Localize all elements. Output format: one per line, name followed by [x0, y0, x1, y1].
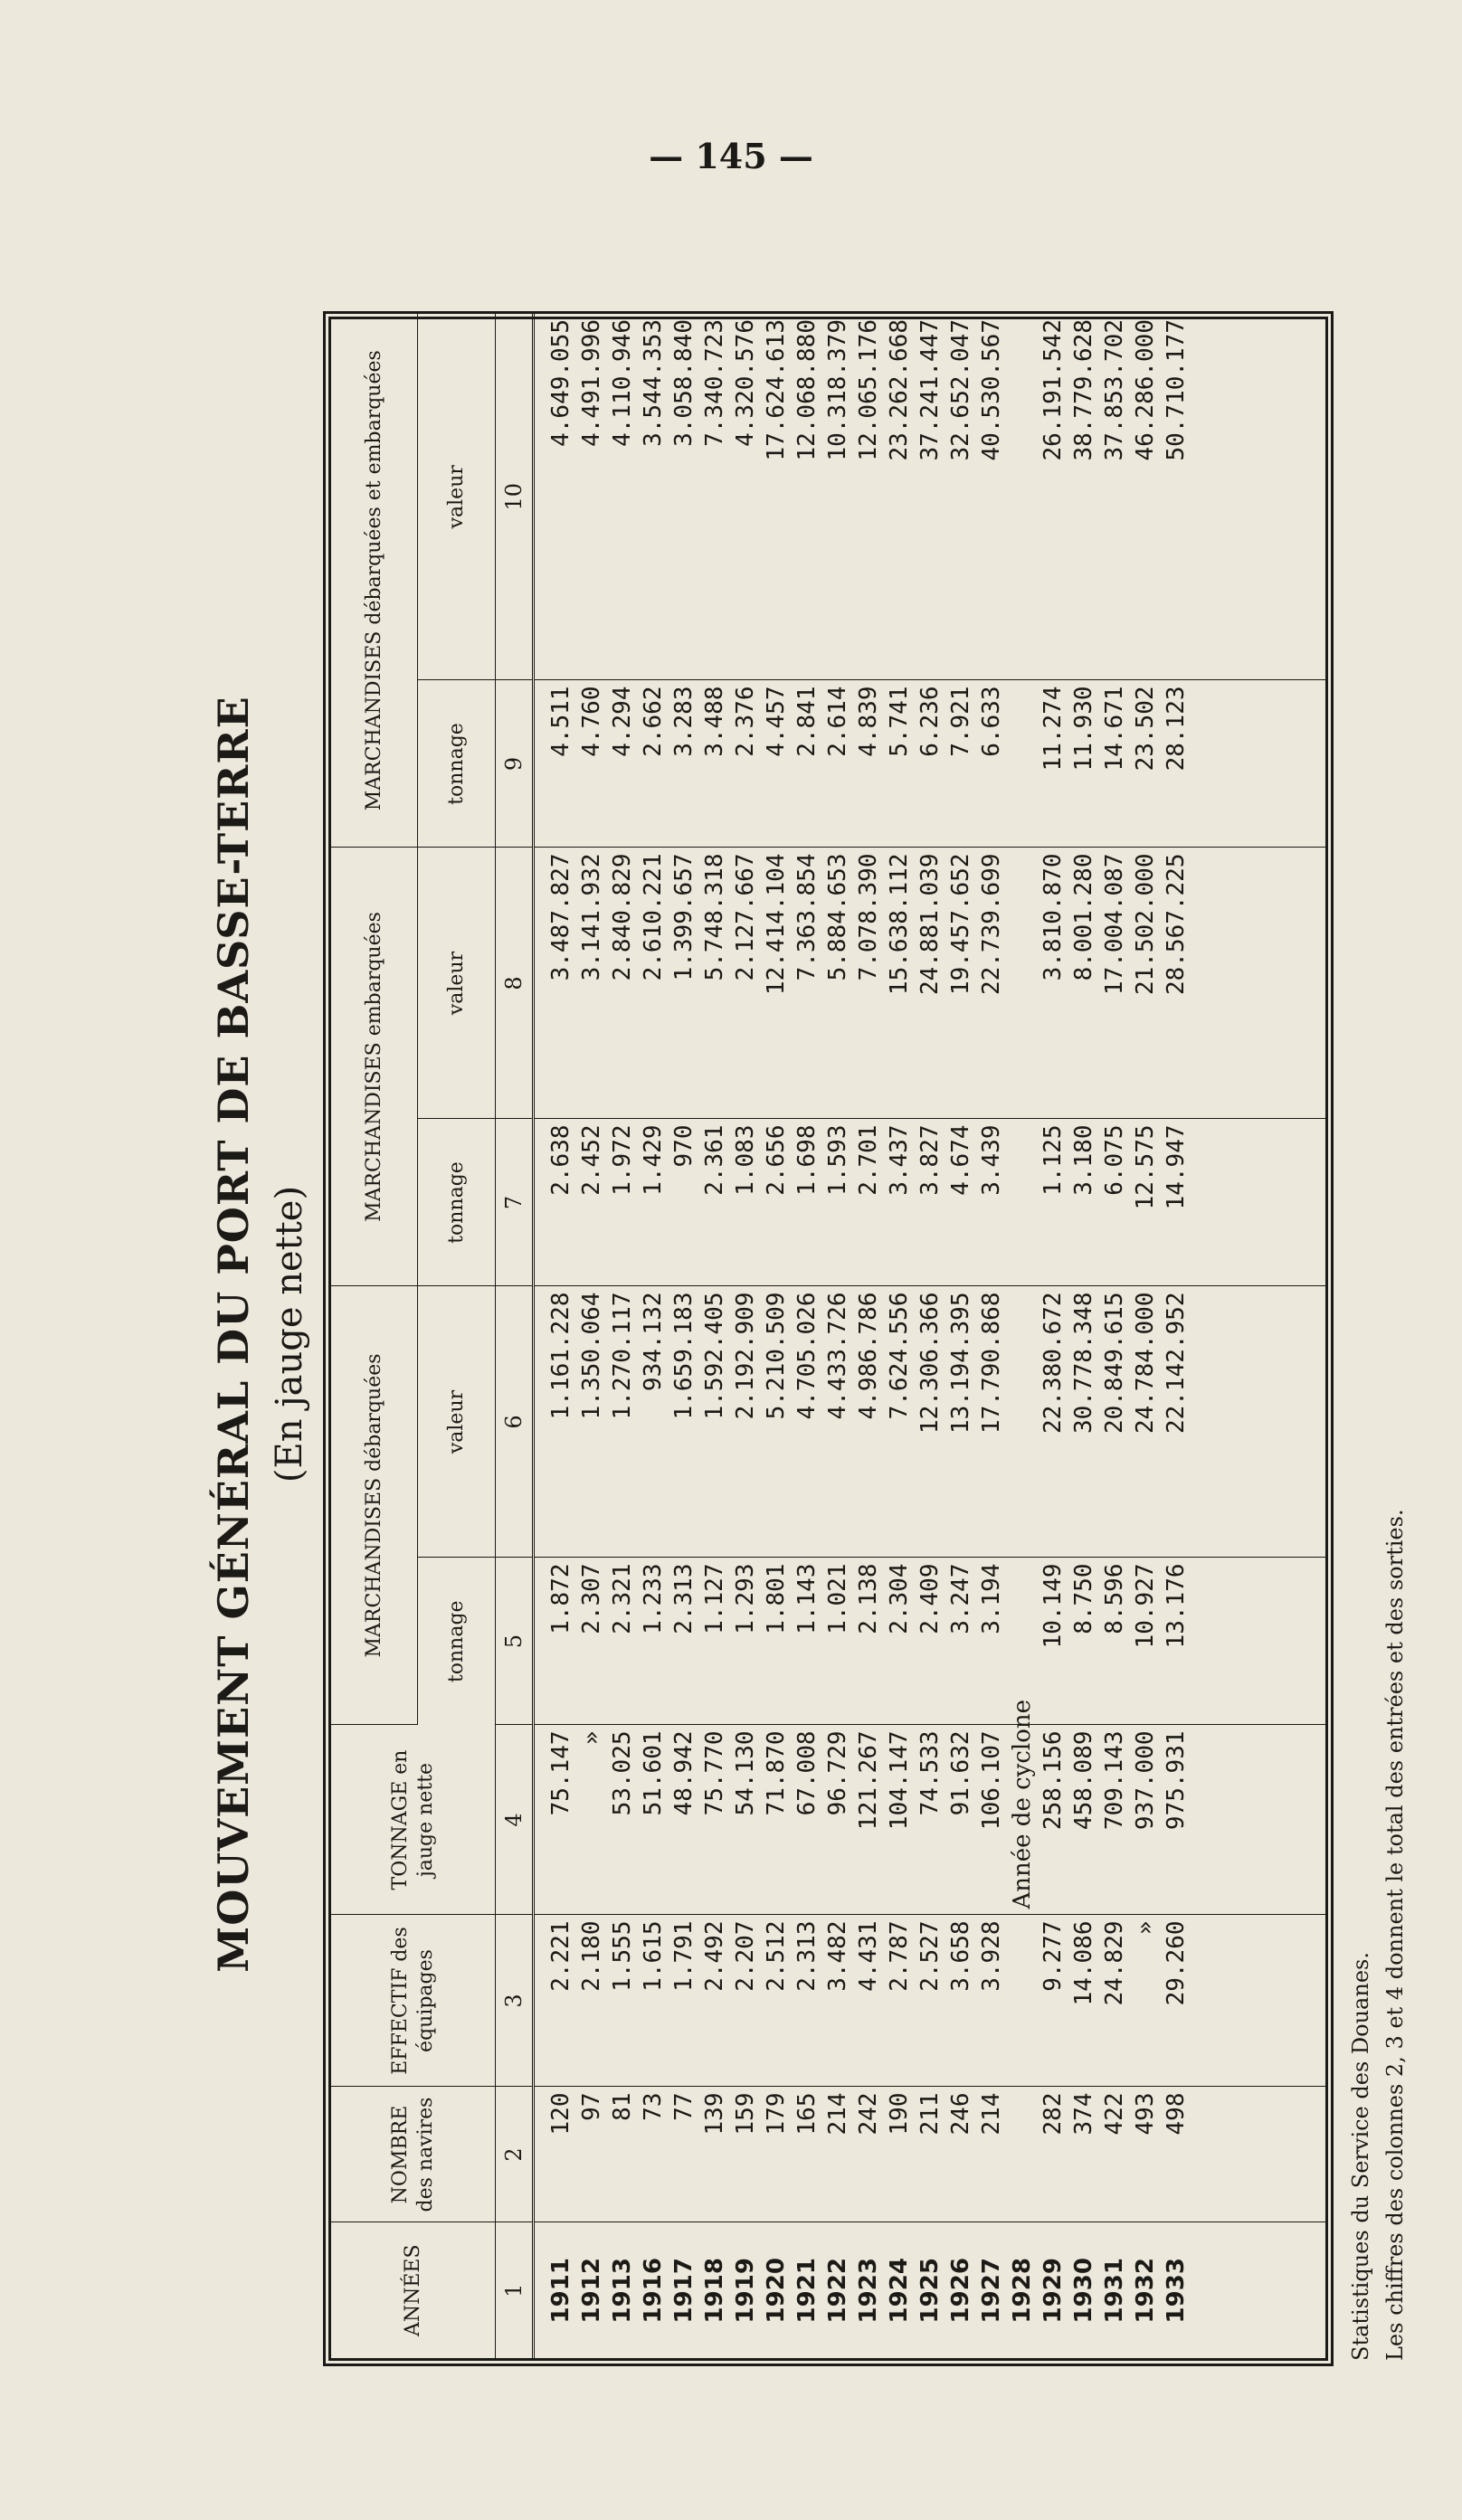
cell-de-valeur: 38.779.628	[1068, 314, 1099, 680]
cell-empty	[1007, 680, 1038, 848]
cyclone-note: Année de cyclone	[1007, 1725, 1038, 1915]
col-number: 3	[496, 1915, 534, 2087]
cell-emb-tonnage: 3.437	[884, 1119, 915, 1286]
header-debarquees: MARCHANDISES débarquées	[331, 1286, 418, 1725]
rotated-page	[206, 303, 1462, 2365]
cell-tonnage: 48.942	[669, 1725, 699, 1915]
cell-tonnage: »	[576, 1725, 607, 1915]
cell-nombre: 190	[884, 2087, 915, 2222]
cell-year: 1928	[1009, 2258, 1036, 2324]
cell-emb-tonnage: 14.947	[1161, 1119, 1191, 1286]
cell-deb-valeur: 17.790.868	[976, 1286, 1007, 1558]
cell-emb-valeur: 3.810.870	[1038, 848, 1068, 1119]
cell-de-valeur: 12.065.176	[853, 314, 884, 680]
cell-emb-valeur: 24.881.039	[915, 848, 945, 1119]
cell-emb-tonnage: 3.439	[976, 1119, 1007, 1286]
cell-emb-tonnage: 970	[669, 1119, 699, 1286]
cell-de-tonnage: 4.457	[761, 680, 792, 848]
cell-nombre: 77	[669, 2087, 699, 2222]
cell-emb-valeur: 7.363.854	[792, 848, 822, 1119]
col-number: 8	[496, 848, 534, 1119]
cell-tonnage: 54.130	[730, 1725, 761, 1915]
cell-deb-tonnage: 1.293	[730, 1558, 761, 1725]
cell-emb-valeur: 1.399.657	[669, 848, 699, 1119]
table-row	[730, 314, 761, 2358]
cell-empty	[1007, 1119, 1038, 1286]
cell-tonnage: 121.267	[853, 1725, 884, 1915]
cell-year: 1919	[732, 2258, 759, 2324]
cell-year: 1929	[1040, 2258, 1067, 2324]
cell-effectif: 2.512	[761, 1915, 792, 2087]
table-row	[1161, 314, 1191, 2358]
cell-emb-valeur: 28.567.225	[1161, 848, 1191, 1119]
cell-empty	[1007, 1286, 1038, 1558]
cell-emb-tonnage: 2.452	[576, 1119, 607, 1286]
cell-deb-valeur: 4.433.726	[822, 1286, 853, 1558]
cell-emb-valeur: 21.502.000	[1130, 848, 1161, 1119]
cell-tonnage: 258.156	[1038, 1725, 1068, 1915]
cell-de-valeur: 37.853.702	[1099, 314, 1130, 680]
cell-emb-tonnage: 2.701	[853, 1119, 884, 1286]
cell-deb-tonnage: 10.927	[1130, 1558, 1161, 1725]
cell-effectif: 29.260	[1161, 1915, 1191, 2087]
cell-deb-valeur: 4.986.786	[853, 1286, 884, 1558]
cell-nombre: 159	[730, 2087, 761, 2222]
cell-de-tonnage: 4.839	[853, 680, 884, 848]
cell-empty	[1007, 314, 1038, 680]
statistics-table	[331, 314, 1325, 2358]
cell-effectif: 2.527	[915, 1915, 945, 2087]
cell-de-tonnage: 2.376	[730, 680, 761, 848]
cell-emb-valeur: 2.840.829	[607, 848, 638, 1119]
cell-deb-tonnage: 10.149	[1038, 1558, 1068, 1725]
cell-de-valeur: 32.652.047	[945, 314, 976, 680]
cell-deb-valeur: 1.592.405	[699, 1286, 730, 1558]
cell-de-tonnage: 5.741	[884, 680, 915, 848]
cell-emb-tonnage: 2.656	[761, 1119, 792, 1286]
cell-emb-tonnage: 1.125	[1038, 1119, 1068, 1286]
cell-nombre: 165	[792, 2087, 822, 2222]
table-body	[534, 314, 1326, 2358]
cell-effectif: 1.791	[669, 1915, 699, 2087]
cell-emb-valeur: 3.141.932	[576, 848, 607, 1119]
cell-de-valeur: 3.544.353	[638, 314, 669, 680]
cell-nombre: 214	[822, 2087, 853, 2222]
cell-de-tonnage: 28.123	[1161, 680, 1191, 848]
cell-deb-tonnage: 1.143	[792, 1558, 822, 1725]
table-title: MOUVEMENT GÉNÉRAL DU PORT DE BASSE-TERRE	[209, 696, 258, 1973]
table-row	[638, 314, 669, 2358]
cell-deb-valeur: 22.380.672	[1038, 1286, 1068, 1558]
cell-emb-valeur: 3.487.827	[546, 848, 576, 1119]
cell-year: 1927	[978, 2258, 1005, 2324]
cell-deb-tonnage: 2.304	[884, 1558, 915, 1725]
cell-effectif: 2.787	[884, 1915, 915, 2087]
cell-de-valeur: 4.491.996	[576, 314, 607, 680]
cell-tonnage: 458.089	[1068, 1725, 1099, 1915]
cell-emb-valeur: 5.884.653	[822, 848, 853, 1119]
cell-effectif: 2.207	[730, 1915, 761, 2087]
cell-emb-valeur: 7.078.390	[853, 848, 884, 1119]
cell-de-valeur: 17.624.613	[761, 314, 792, 680]
cell-year: 1916	[640, 2258, 667, 2324]
header-annees: ANNÉES	[331, 2222, 496, 2358]
header-nombre: NOMBRE des navires	[331, 2087, 496, 2222]
cell-emb-tonnage: 1.429	[638, 1119, 669, 1286]
cell-de-tonnage: 4.294	[607, 680, 638, 848]
cell-deb-tonnage: 3.194	[976, 1558, 1007, 1725]
cell-de-valeur: 12.068.880	[792, 314, 822, 680]
cell-year: 1922	[824, 2258, 851, 2324]
header-tonnage: TONNAGE en jauge nette	[331, 1725, 496, 1915]
cell-tonnage: 67.008	[792, 1725, 822, 1915]
cell-de-tonnage: 11.274	[1038, 680, 1068, 848]
cell-year: 1930	[1070, 2258, 1097, 2324]
cell-year: 1924	[886, 2258, 913, 2324]
table-row	[1099, 314, 1130, 2358]
cell-year: 1920	[763, 2258, 790, 2324]
cell-tonnage: 937.000	[1130, 1725, 1161, 1915]
cell-year: 1933	[1163, 2258, 1190, 2324]
cell-nombre: 139	[699, 2087, 730, 2222]
cell-de-valeur: 46.286.000	[1130, 314, 1161, 680]
cell-emb-valeur: 5.748.318	[699, 848, 730, 1119]
cell-year: 1932	[1132, 2258, 1159, 2324]
cell-deb-tonnage: 2.409	[915, 1558, 945, 1725]
cell-emb-tonnage: 12.575	[1130, 1119, 1161, 1286]
cell-deb-valeur: 12.306.366	[915, 1286, 945, 1558]
cell-year: 1931	[1101, 2258, 1128, 2324]
cell-tonnage: 51.601	[638, 1725, 669, 1915]
cell-deb-valeur: 20.849.615	[1099, 1286, 1130, 1558]
col-number: 4	[496, 1725, 534, 1915]
table-row	[669, 314, 699, 2358]
cell-nombre: 211	[915, 2087, 945, 2222]
table-row	[884, 314, 915, 2358]
cell-deb-tonnage: 13.176	[1161, 1558, 1191, 1725]
table-row	[945, 314, 976, 2358]
cell-de-tonnage: 2.841	[792, 680, 822, 848]
cell-emb-tonnage: 2.638	[546, 1119, 576, 1286]
cell-deb-tonnage: 1.233	[638, 1558, 669, 1725]
table-row	[576, 314, 607, 2358]
cell-deb-valeur: 934.132	[638, 1286, 669, 1558]
header-embarquees: MARCHANDISES embarquées	[331, 848, 418, 1286]
cell-tonnage: 71.870	[761, 1725, 792, 1915]
cell-deb-valeur: 1.270.117	[607, 1286, 638, 1558]
cell-emb-valeur: 12.414.104	[761, 848, 792, 1119]
table-row	[976, 314, 1007, 2358]
cell-deb-valeur: 7.624.556	[884, 1286, 915, 1558]
cell-emb-valeur: 8.001.280	[1068, 848, 1099, 1119]
cell-nombre: 97	[576, 2087, 607, 2222]
cell-nombre: 242	[853, 2087, 884, 2222]
table-row	[915, 314, 945, 2358]
cell-empty	[1007, 848, 1038, 1119]
table-row	[1068, 314, 1099, 2358]
cell-year: 1917	[670, 2258, 698, 2324]
cell-deb-valeur: 30.778.348	[1068, 1286, 1099, 1558]
cell-de-tonnage: 23.502	[1130, 680, 1161, 848]
table-row	[1038, 314, 1068, 2358]
cell-de-tonnage: 6.633	[976, 680, 1007, 848]
cell-de-tonnage: 6.236	[915, 680, 945, 848]
table-row	[607, 314, 638, 2358]
cell-nombre: 81	[607, 2087, 638, 2222]
cell-year: 1913	[609, 2258, 636, 2324]
header-de-tonnage: tonnage	[418, 680, 496, 848]
header-emb-valeur: valeur	[418, 848, 496, 1119]
cell-de-valeur: 50.710.177	[1161, 314, 1191, 680]
cell-de-valeur: 4.649.055	[546, 314, 576, 680]
landscape-content	[206, 303, 1462, 2365]
cell-deb-valeur: 22.142.952	[1161, 1286, 1191, 1558]
cell-nombre: 282	[1038, 2087, 1068, 2222]
cell-de-tonnage: 4.511	[546, 680, 576, 848]
table-row-cyclone	[1007, 314, 1038, 2358]
cell-emb-valeur: 22.739.699	[976, 848, 1007, 1119]
header-emb-tonnage: tonnage	[418, 1119, 496, 1286]
cell-effectif: 14.086	[1068, 1915, 1099, 2087]
cell-emb-tonnage: 1.083	[730, 1119, 761, 1286]
cell-tonnage: 104.147	[884, 1725, 915, 1915]
header-deb-valeur: valeur	[418, 1286, 496, 1558]
header-deb-emb: MARCHANDISES débarquées et embarquées	[331, 314, 418, 848]
cell-effectif: 2.221	[546, 1915, 576, 2087]
col-number: 2	[496, 2087, 534, 2222]
col-number: 10	[496, 314, 534, 680]
cell-emb-valeur: 17.004.087	[1099, 848, 1130, 1119]
cell-de-valeur: 3.058.840	[669, 314, 699, 680]
cell-de-valeur: 23.262.668	[884, 314, 915, 680]
header-deb-tonnage: tonnage	[418, 1558, 496, 1725]
col-number: 1	[496, 2222, 534, 2358]
source-note: Statistiques du Service des Douanes.	[1348, 1952, 1373, 2361]
table-row	[546, 314, 576, 2358]
cell-de-valeur: 4.320.576	[730, 314, 761, 680]
header-effectif: EFFECTIF des équipages	[331, 1915, 496, 2087]
cell-deb-tonnage: 1.801	[761, 1558, 792, 1725]
cell-nombre: 120	[546, 2087, 576, 2222]
cell-deb-tonnage: 2.138	[853, 1558, 884, 1725]
cell-emb-tonnage: 2.361	[699, 1119, 730, 1286]
cell-effectif: 1.615	[638, 1915, 669, 2087]
cell-deb-valeur: 1.350.064	[576, 1286, 607, 1558]
cell-emb-tonnage: 6.075	[1099, 1119, 1130, 1286]
cell-deb-tonnage: 2.313	[669, 1558, 699, 1725]
cell-deb-valeur: 5.210.509	[761, 1286, 792, 1558]
cell-de-valeur: 10.318.379	[822, 314, 853, 680]
table-row	[822, 314, 853, 2358]
cell-tonnage: 709.143	[1099, 1725, 1130, 1915]
cell-tonnage: 96.729	[822, 1725, 853, 1915]
cell-de-tonnage: 3.283	[669, 680, 699, 848]
cell-tonnage: 75.147	[546, 1725, 576, 1915]
page-number: — 145 —	[649, 136, 813, 176]
cell-nombre: 422	[1099, 2087, 1130, 2222]
table-subtitle: (En jauge nette)	[269, 1185, 310, 1483]
cell-tonnage: 53.025	[607, 1725, 638, 1915]
cell-de-tonnage: 3.488	[699, 680, 730, 848]
cell-effectif: 3.928	[976, 1915, 1007, 2087]
cell-de-valeur: 7.340.723	[699, 314, 730, 680]
cell-de-tonnage: 4.760	[576, 680, 607, 848]
table-row	[761, 314, 792, 2358]
cell-effectif: 3.658	[945, 1915, 976, 2087]
cell-de-tonnage: 7.921	[945, 680, 976, 848]
cell-de-valeur: 4.110.946	[607, 314, 638, 680]
cell-emb-tonnage: 1.593	[822, 1119, 853, 1286]
cell-year: 1921	[793, 2258, 821, 2324]
cell-nombre: 374	[1068, 2087, 1099, 2222]
cell-tonnage: 75.770	[699, 1725, 730, 1915]
cell-emb-valeur: 15.638.112	[884, 848, 915, 1119]
cell-nombre: 493	[1130, 2087, 1161, 2222]
cell-deb-tonnage: 2.321	[607, 1558, 638, 1725]
cell-year: 1912	[578, 2258, 605, 2324]
cell-year: 1911	[547, 2258, 574, 2324]
columns-note: Les chiffres des colonnes 2, 3 et 4 donnent le total des entrées et des sorties.	[1382, 1509, 1408, 2361]
cell-deb-valeur: 1.659.183	[669, 1286, 699, 1558]
cell-deb-tonnage: 1.872	[546, 1558, 576, 1725]
cell-effectif: 24.829	[1099, 1915, 1130, 2087]
cell-de-tonnage: 11.930	[1068, 680, 1099, 848]
cell-tonnage: 74.533	[915, 1725, 945, 1915]
cell-nombre: 73	[638, 2087, 669, 2222]
cell-effectif: 2.313	[792, 1915, 822, 2087]
cell-effectif: 3.482	[822, 1915, 853, 2087]
cell-effectif: 2.492	[699, 1915, 730, 2087]
cell-emb-tonnage: 3.827	[915, 1119, 945, 1286]
cell-emb-tonnage: 1.698	[792, 1119, 822, 1286]
cell-nombre: 179	[761, 2087, 792, 2222]
cell-effectif: »	[1130, 1915, 1161, 2087]
cell-emb-valeur: 2.610.221	[638, 848, 669, 1119]
cell-year: 1926	[947, 2258, 974, 2324]
cell-year: 1925	[916, 2258, 944, 2324]
col-number: 5	[496, 1558, 534, 1725]
cell-deb-tonnage: 8.596	[1099, 1558, 1130, 1725]
cell-tonnage: 106.107	[976, 1725, 1007, 1915]
cell-effectif: 9.277	[1038, 1915, 1068, 2087]
cell-effectif: 1.555	[607, 1915, 638, 2087]
cell-deb-tonnage: 3.247	[945, 1558, 976, 1725]
cell-nombre: 214	[976, 2087, 1007, 2222]
cell-tonnage: 91.632	[945, 1725, 976, 1915]
cell-deb-tonnage: 1.021	[822, 1558, 853, 1725]
cell-emb-tonnage: 3.180	[1068, 1119, 1099, 1286]
cell-effectif: 4.431	[853, 1915, 884, 2087]
cell-de-valeur: 26.191.542	[1038, 314, 1068, 680]
cell-deb-tonnage: 2.307	[576, 1558, 607, 1725]
table-row	[853, 314, 884, 2358]
cell-deb-valeur: 13.194.395	[945, 1286, 976, 1558]
cell-emb-valeur: 2.127.667	[730, 848, 761, 1119]
cell-empty	[1007, 1915, 1038, 2087]
cell-emb-valeur: 19.457.652	[945, 848, 976, 1119]
cell-empty	[1007, 2087, 1038, 2222]
cell-deb-valeur: 1.161.228	[546, 1286, 576, 1558]
cell-nombre: 498	[1161, 2087, 1191, 2222]
cell-tonnage: 975.931	[1161, 1725, 1191, 1915]
cell-emb-tonnage: 4.674	[945, 1119, 976, 1286]
cell-de-tonnage: 2.614	[822, 680, 853, 848]
table-row	[699, 314, 730, 2358]
cell-deb-tonnage: 8.750	[1068, 1558, 1099, 1725]
table-row	[792, 314, 822, 2358]
cell-deb-tonnage: 1.127	[699, 1558, 730, 1725]
cell-de-valeur: 37.241.447	[915, 314, 945, 680]
cell-de-tonnage: 14.671	[1099, 680, 1130, 848]
col-number: 7	[496, 1119, 534, 1286]
col-number: 9	[496, 680, 534, 848]
cell-nombre: 246	[945, 2087, 976, 2222]
cell-emb-tonnage: 1.972	[607, 1119, 638, 1286]
header-de-valeur: valeur	[418, 314, 496, 680]
col-number: 6	[496, 1286, 534, 1558]
cell-de-valeur: 40.530.567	[976, 314, 1007, 680]
cell-year: 1918	[701, 2258, 728, 2324]
cell-deb-valeur: 4.705.026	[792, 1286, 822, 1558]
statistics-table-frame	[328, 317, 1328, 2361]
cell-deb-valeur: 24.784.000	[1130, 1286, 1161, 1558]
cell-effectif: 2.180	[576, 1915, 607, 2087]
table-row	[1130, 314, 1161, 2358]
cell-year: 1923	[855, 2258, 882, 2324]
cell-de-tonnage: 2.662	[638, 680, 669, 848]
cell-deb-valeur: 2.192.909	[730, 1286, 761, 1558]
